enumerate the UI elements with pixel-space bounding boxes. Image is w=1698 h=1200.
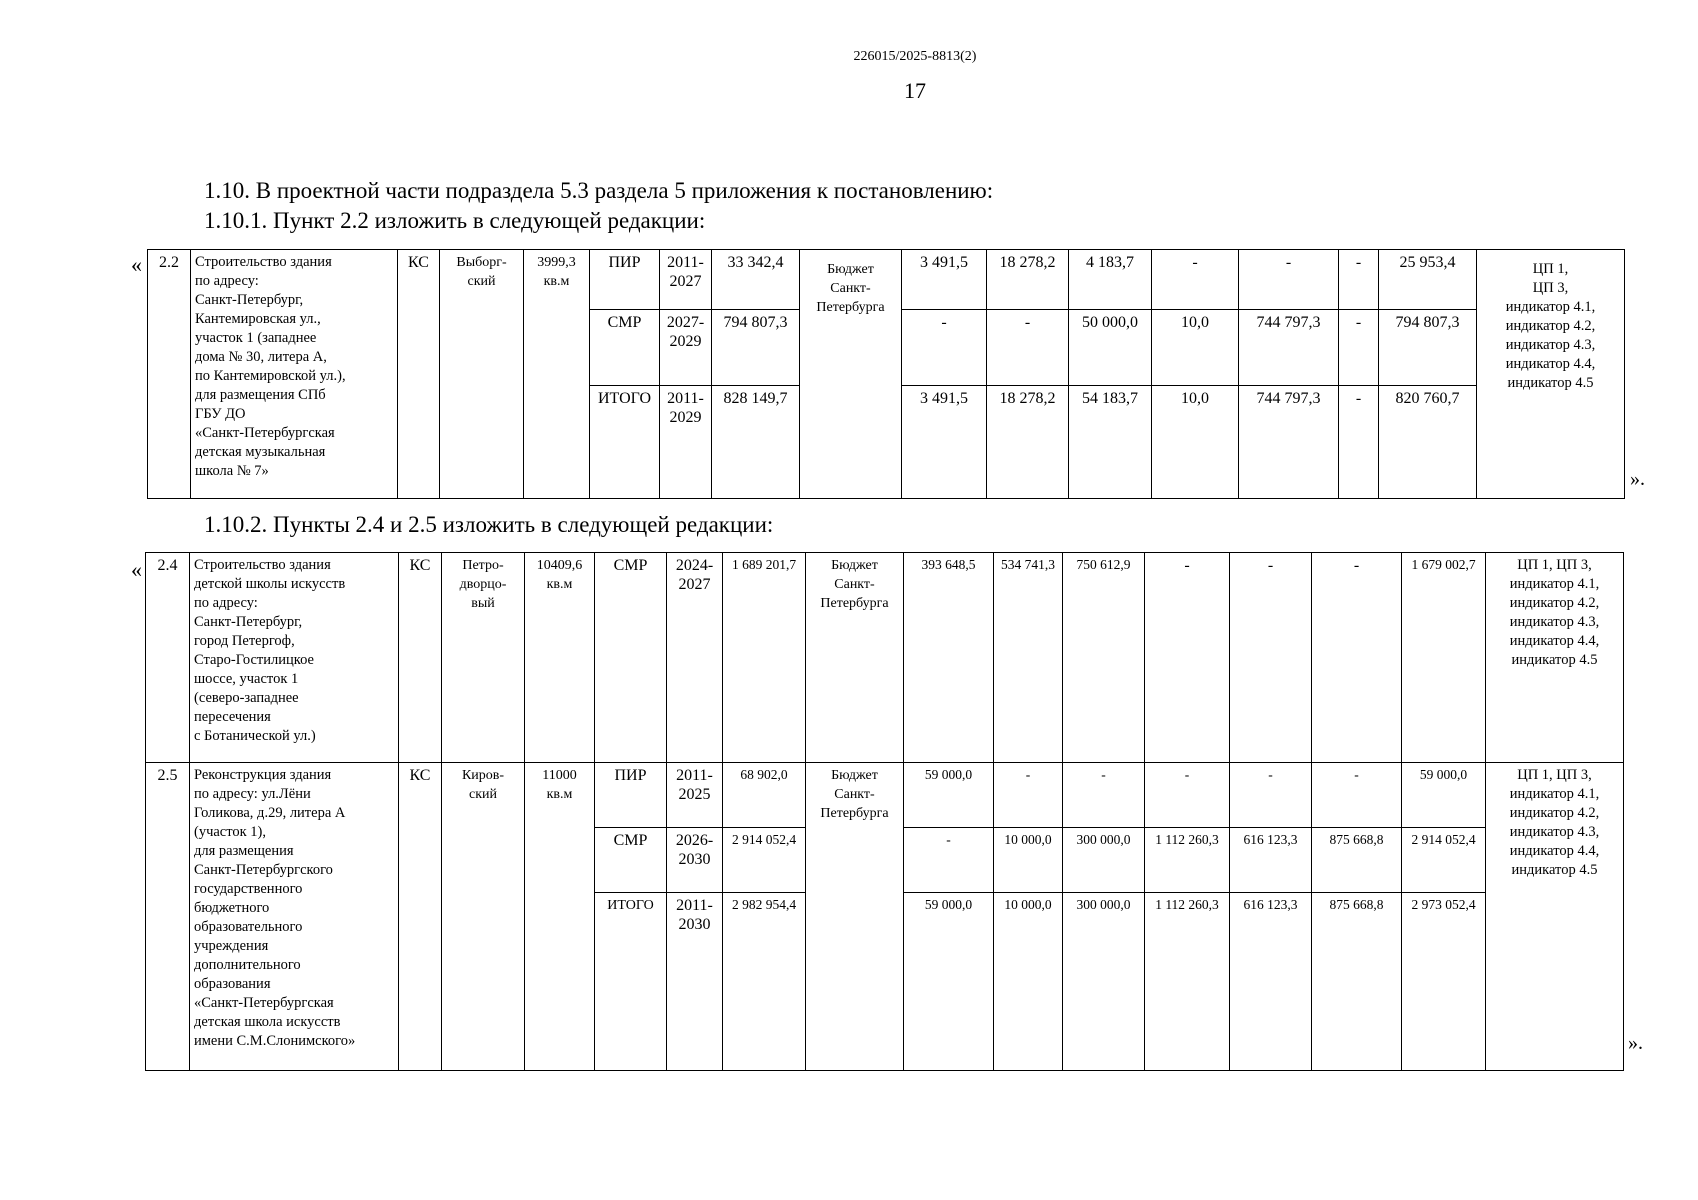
item-number: 2.5 bbox=[146, 763, 190, 1071]
value-cell: 393 648,5 bbox=[904, 553, 994, 763]
value-cell: 10 000,0 bbox=[994, 893, 1063, 1071]
value-cell: 59 000,0 bbox=[904, 893, 994, 1071]
item-number: 2.4 bbox=[146, 553, 190, 763]
value-cell: - bbox=[1339, 386, 1379, 499]
value-cell: - bbox=[1339, 250, 1379, 310]
table-row bbox=[148, 250, 1625, 310]
object-type: КС bbox=[399, 763, 442, 1071]
value-cell: - bbox=[994, 763, 1063, 828]
indicators: ЦП 1, ЦП 3, индикатор 4.1, индикатор 4.2, индикатор 4.3, индикатор 4.4, индикатор 4.5 bbox=[1486, 763, 1624, 1071]
value-cell: 4 183,7 bbox=[1069, 250, 1152, 310]
sum-cell: 2 973 052,4 bbox=[1402, 893, 1486, 1071]
value-cell: 875 668,8 bbox=[1312, 828, 1402, 893]
stage-cell: СМР bbox=[595, 828, 667, 893]
value-cell: 750 612,9 bbox=[1063, 553, 1145, 763]
funding-source: Бюджет Санкт- Петербурга bbox=[800, 250, 902, 499]
value-cell: 50 000,0 bbox=[1069, 310, 1152, 386]
value-cell: 54 183,7 bbox=[1069, 386, 1152, 499]
sum-cell: 1 679 002,7 bbox=[1402, 553, 1486, 763]
stage-cell: ПИР bbox=[595, 763, 667, 828]
district: Киров- ский bbox=[442, 763, 525, 1071]
value-cell: 300 000,0 bbox=[1063, 828, 1145, 893]
district: Выборг- ский bbox=[440, 250, 524, 499]
stage-cell: ИТОГО bbox=[590, 386, 660, 499]
total-cost-cell: 1 689 201,7 bbox=[723, 553, 806, 763]
funding-source: Бюджет Санкт- Петербурга bbox=[806, 553, 904, 763]
indicators: ЦП 1, ЦП 3, индикатор 4.1, индикатор 4.2, индикатор 4.3, индикатор 4.4, индикатор 4.5 bbox=[1477, 250, 1625, 499]
sum-cell: 25 953,4 bbox=[1379, 250, 1477, 310]
table-items-2-4-2-5 bbox=[145, 552, 1624, 1071]
table-row bbox=[146, 553, 1624, 763]
value-cell: 18 278,2 bbox=[987, 250, 1069, 310]
paragraph-1-10-2: 1.10.2. Пункты 2.4 и 2.5 изложить в следующей редакции: bbox=[204, 512, 774, 537]
item-number: 2.2 bbox=[148, 250, 191, 499]
value-cell: 10,0 bbox=[1152, 386, 1239, 499]
total-cost-cell: 828 149,7 bbox=[712, 386, 800, 499]
value-cell: 744 797,3 bbox=[1239, 386, 1339, 499]
value-cell: - bbox=[1312, 553, 1402, 763]
total-cost-cell: 794 807,3 bbox=[712, 310, 800, 386]
object-type: КС bbox=[399, 553, 442, 763]
object-type: КС bbox=[398, 250, 440, 499]
value-cell: 18 278,2 bbox=[987, 386, 1069, 499]
stage-cell: ПИР bbox=[590, 250, 660, 310]
object-name: Реконструкция здания по адресу: ул.Лёни Голикова, д.29, литера А (участок 1), для размещения Санкт-Петербургского государственного бюджетного образовательного учреждения дополнительного образования «Санкт-Петербургская детская школа искусств имени С.М.Слонимского» bbox=[190, 763, 399, 1071]
sum-cell: 820 760,7 bbox=[1379, 386, 1477, 499]
area: 3999,3 кв.м bbox=[524, 250, 590, 499]
indicators: ЦП 1, ЦП 3, индикатор 4.1, индикатор 4.2, индикатор 4.3, индикатор 4.4, индикатор 4.5 bbox=[1486, 553, 1624, 763]
value-cell: 10,0 bbox=[1152, 310, 1239, 386]
value-cell: - bbox=[1339, 310, 1379, 386]
value-cell: - bbox=[1230, 553, 1312, 763]
opening-quote: « bbox=[131, 252, 142, 277]
paragraph-1-10-1: 1.10.1. Пункт 2.2 изложить в следующей редакции: bbox=[204, 208, 706, 233]
value-cell: - bbox=[1145, 553, 1230, 763]
period-cell: 2011- 2029 bbox=[660, 386, 712, 499]
value-cell: - bbox=[1063, 763, 1145, 828]
value-cell: - bbox=[1145, 763, 1230, 828]
stage-cell: СМР bbox=[595, 553, 667, 763]
table-item-2-2 bbox=[147, 249, 1625, 499]
value-cell: - bbox=[1312, 763, 1402, 828]
period-cell: 2011- 2030 bbox=[667, 893, 723, 1071]
sum-cell: 794 807,3 bbox=[1379, 310, 1477, 386]
value-cell: - bbox=[904, 828, 994, 893]
opening-quote: « bbox=[131, 557, 142, 582]
total-cost-cell: 33 342,4 bbox=[712, 250, 800, 310]
value-cell: - bbox=[1239, 250, 1339, 310]
district: Петро- дворцо- вый bbox=[442, 553, 525, 763]
value-cell: 3 491,5 bbox=[902, 250, 987, 310]
value-cell: 300 000,0 bbox=[1063, 893, 1145, 1071]
value-cell: 1 112 260,3 bbox=[1145, 828, 1230, 893]
value-cell: 875 668,8 bbox=[1312, 893, 1402, 1071]
value-cell: 616 123,3 bbox=[1230, 893, 1312, 1071]
sum-cell: 2 914 052,4 bbox=[1402, 828, 1486, 893]
value-cell: - bbox=[902, 310, 987, 386]
table-row bbox=[146, 763, 1624, 828]
closing-quote: ». bbox=[1628, 1032, 1643, 1054]
value-cell: 10 000,0 bbox=[994, 828, 1063, 893]
period-cell: 2011- 2027 bbox=[660, 250, 712, 310]
page-number: 17 bbox=[904, 78, 926, 103]
period-cell: 2011- 2025 bbox=[667, 763, 723, 828]
period-cell: 2024- 2027 bbox=[667, 553, 723, 763]
value-cell: 59 000,0 bbox=[904, 763, 994, 828]
closing-quote: ». bbox=[1630, 468, 1645, 490]
period-cell: 2027- 2029 bbox=[660, 310, 712, 386]
funding-source: Бюджет Санкт- Петербурга bbox=[806, 763, 904, 1071]
value-cell: 3 491,5 bbox=[902, 386, 987, 499]
value-cell: 534 741,3 bbox=[994, 553, 1063, 763]
paragraph-1-10: 1.10. В проектной части подраздела 5.3 раздела 5 приложения к постановлению: bbox=[204, 178, 994, 203]
value-cell: - bbox=[1230, 763, 1312, 828]
stage-cell: СМР bbox=[590, 310, 660, 386]
value-cell: 1 112 260,3 bbox=[1145, 893, 1230, 1071]
period-cell: 2026- 2030 bbox=[667, 828, 723, 893]
area: 11000 кв.м bbox=[525, 763, 595, 1071]
total-cost-cell: 68 902,0 bbox=[723, 763, 806, 828]
object-name: Строительство здания по адресу: Санкт-Петербург, Кантемировская ул., участок 1 (западнее дома № 30, литера А, по Кантемировской ул.), для размещения СПб ГБУ ДО «Санкт-Петербургская детская музыкальная школа № 7» bbox=[191, 250, 398, 499]
sum-cell: 59 000,0 bbox=[1402, 763, 1486, 828]
value-cell: - bbox=[987, 310, 1069, 386]
total-cost-cell: 2 914 052,4 bbox=[723, 828, 806, 893]
document-number: 226015/2025-8813(2) bbox=[853, 49, 977, 64]
value-cell: 616 123,3 bbox=[1230, 828, 1312, 893]
total-cost-cell: 2 982 954,4 bbox=[723, 893, 806, 1071]
value-cell: - bbox=[1152, 250, 1239, 310]
stage-cell: ИТОГО bbox=[595, 893, 667, 1071]
area: 10409,6 кв.м bbox=[525, 553, 595, 763]
object-name: Строительство здания детской школы искусств по адресу: Санкт-Петербург, город Петергоф, Старо-Гостилицкое шоссе, участок 1 (северо-западнее пересечения с Ботанической ул.) bbox=[190, 553, 399, 763]
value-cell: 744 797,3 bbox=[1239, 310, 1339, 386]
